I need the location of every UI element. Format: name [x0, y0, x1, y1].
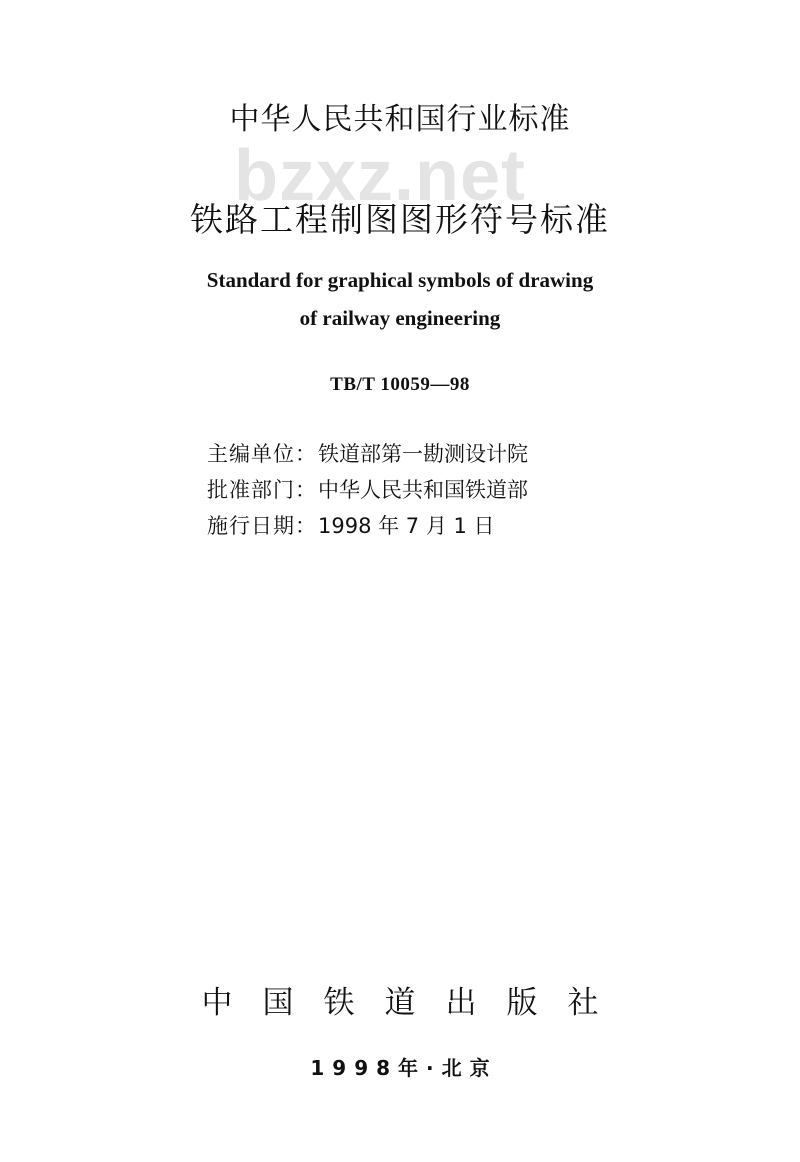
standard-code: TB/T 10059—98	[330, 374, 470, 395]
editor-value: 铁道部第一勘测设计院	[318, 442, 528, 466]
approver-separator: ：	[295, 478, 316, 502]
editor-label: 主编单位	[207, 442, 295, 466]
document-title: 铁路工程制图图形符号标准	[190, 200, 610, 239]
english-title-line-2: of railway engineering	[299, 306, 501, 330]
standard-series-title: 中华人民共和国行业标准	[229, 102, 571, 137]
effective-date-label: 施行日期	[207, 514, 295, 538]
approver-label: 批准部门	[207, 478, 295, 502]
approver-value: 中华人民共和国铁道部	[318, 478, 528, 502]
effective-date-value: 1998 年 7 月 1 日	[318, 514, 495, 538]
watermark-text: bzxz.net	[233, 136, 527, 216]
effective-date-row	[207, 508, 627, 544]
document-metadata	[207, 436, 627, 544]
effective-date-separator: ：	[295, 514, 316, 538]
approver-row	[207, 472, 627, 508]
editor-separator: ：	[295, 442, 316, 466]
editor-row	[207, 436, 627, 472]
english-title-line-1: Standard for graphical symbols of drawing	[206, 268, 594, 292]
publication-imprint: 1998年·北京	[310, 1056, 498, 1080]
publisher-name: 中国铁道出版社	[201, 985, 629, 1021]
